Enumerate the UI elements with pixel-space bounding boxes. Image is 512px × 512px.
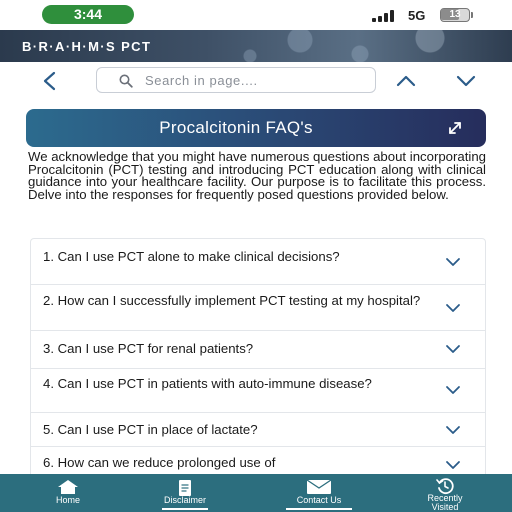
chevron-down-icon — [444, 459, 462, 471]
app-header — [0, 30, 512, 62]
faq-question: 4. Can I use PCT in patients with auto-immune disease? — [43, 376, 372, 391]
nav-contact-us-label: Contact Us — [296, 495, 342, 505]
chevron-down-icon — [444, 302, 462, 314]
chevron-down-icon — [444, 343, 462, 355]
nav-disclaimer[interactable] — [150, 474, 220, 512]
nav-contact-us[interactable] — [280, 474, 358, 512]
battery-icon — [440, 8, 470, 22]
faq-question: 2. How can I successfully implement PCT testing at my hospital? — [43, 293, 421, 308]
nav-home-label: Home — [55, 495, 80, 505]
previous-match-chevron-up-icon[interactable] — [395, 70, 417, 92]
home-icon — [57, 479, 79, 495]
chevron-down-icon — [444, 256, 462, 268]
search-box[interactable] — [96, 67, 376, 93]
search-input[interactable] — [145, 71, 365, 89]
faq-item[interactable] — [31, 285, 485, 331]
contact-underline — [286, 508, 352, 510]
chevron-down-icon — [444, 424, 462, 436]
search-toolbar — [0, 62, 512, 100]
nav-disclaimer-label: Disclaimer — [163, 495, 206, 505]
faq-item[interactable] — [31, 413, 485, 447]
faq-intro-text: We acknowledge that you might have numerous questions about incorporating Procalcitonin (PCT) testing and introducing PCT education along with clinical guidance into your healthcare facility. Our purpose is to facilitate this process. Delve into the responses for frequently posed questions provided below. — [28, 149, 486, 202]
active-tab-indicator — [162, 508, 208, 510]
faq-question: 1. Can I use PCT alone to make clinical decisions? — [43, 249, 340, 264]
next-match-chevron-down-icon[interactable] — [455, 70, 477, 92]
cellular-signal-icon — [372, 10, 402, 22]
faq-list — [30, 238, 486, 478]
network-type: 5G — [408, 8, 426, 23]
bottom-navigation — [0, 474, 512, 512]
faq-item[interactable] — [31, 239, 485, 285]
app-title: B·R·A·H·M·S PCT — [22, 39, 152, 54]
mail-icon — [306, 479, 332, 495]
back-chevron-icon[interactable] — [40, 70, 60, 92]
faq-question: 6. How can we reduce prolonged use of — [43, 455, 276, 470]
status-bar — [0, 0, 512, 30]
expand-icon[interactable] — [446, 119, 464, 137]
nav-recently-visited-label: Recently Visited — [427, 493, 463, 512]
faq-question: 5. Can I use PCT in place of lactate? — [43, 422, 258, 437]
faq-section-header — [26, 109, 486, 147]
search-icon — [119, 74, 133, 88]
faq-item[interactable] — [31, 331, 485, 369]
status-time: 3:44 — [42, 5, 134, 24]
nav-recently-visited[interactable] — [410, 474, 480, 512]
faq-title: Procalcitonin FAQ's — [159, 118, 313, 137]
faq-item[interactable] — [31, 369, 485, 413]
nav-home[interactable] — [36, 474, 100, 512]
chevron-down-icon — [444, 384, 462, 396]
battery-level: 13 — [449, 9, 461, 20]
faq-question: 3. Can I use PCT for renal patients? — [43, 341, 254, 356]
